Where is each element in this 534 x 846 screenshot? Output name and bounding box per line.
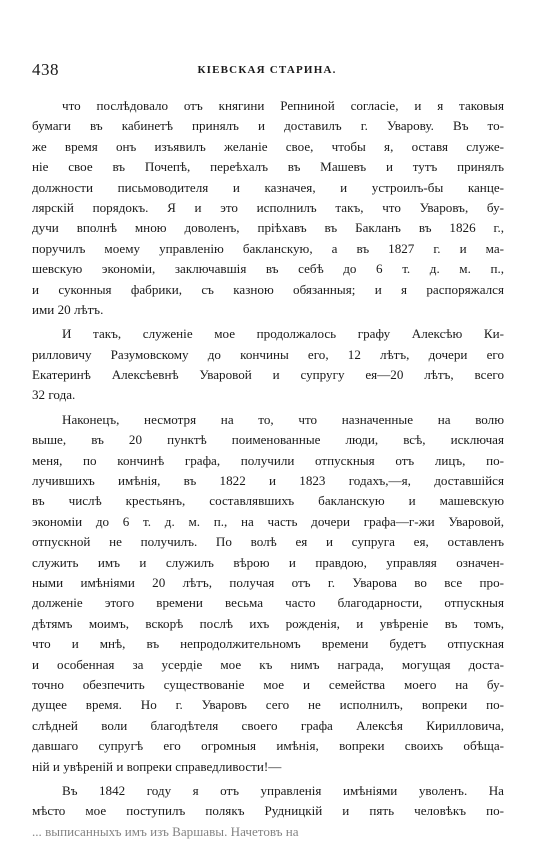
text-line: 32 года. [32,387,76,403]
text-line: меня, по кончинѣ графа, получили отпускныя отъ лицъ, по- [32,452,504,468]
text-line: что и мнѣ, въ непродолжительномъ времени будетъ отпускная [32,636,504,652]
text-line: въ числѣ крестьянъ, составлявшихъ бакланскую и машевскую [32,493,504,509]
text-line: ... выписанныхъ имъ изъ Варшавы. Начетовъ на [32,823,299,839]
text-line: дущее время. Но г. Уваровъ сего не исполнилъ, вопреки по- [32,697,504,713]
text-line: шевскую экономіи, заключавшія въ себѣ до 6 т. д. м. п., [32,261,504,277]
text-line: точно обезпечить существованіе мое и семейства моего на бу- [32,676,504,692]
text-line: бумаги въ кабинетѣ принялъ и доставилъ г. Уварову. Въ то- [32,118,504,134]
paragraph [32,324,504,406]
text-line: поручилъ моему управленію бакланскую, а въ 1827 г. и ма- [32,240,504,256]
text-line: и особенная за усердіе мое къ нимъ награда, могущая доста- [32,656,504,672]
text-line: что послѣдовало отъ княгини Репниной согласіе, и я таковыя [62,98,504,113]
paragraph [32,96,504,320]
paragraph [32,781,504,842]
text-line: же время онъ изъявилъ желаніе свое, чтобы я, оставя служе- [32,138,504,154]
text-line: ными имѣніями 20 лѣтъ, получая отъ г. Уварова во все про- [32,574,504,590]
text-line: И такъ, служеніе мое продолжалось графу Алексѣю Ки- [62,326,504,342]
text-line: Въ 1842 году я отъ управленія имѣніями уволенъ. На [62,782,504,798]
page-header [0,0,534,90]
text-line: рилловичу Разумовскому до кончины его, 12 лѣтъ, дочери его [32,346,504,362]
paragraph [32,410,504,777]
text-line: выше, въ 20 пунктѣ поименованные люди, всѣ, исключая [32,432,504,448]
text-line: лучившихъ имѣнія, въ 1822 и 1823 годахъ,—я, доставшійся [32,473,504,489]
text-line: и суконныя фабрики, съ казною обязанныя; и я распоряжался [32,281,504,297]
text-line: лярскій порядокъ. Я и это исполнилъ такъ, что Уваровъ, бу- [32,199,504,215]
text-line: экономіи до 6 т. д. м. п., на часть дочери графа—г-жи Уваровой, [32,513,504,529]
text-line: долженіе этого времени весьма часто благодарности, отпускныя [32,595,504,611]
text-line: дучи вполнѣ мною доволенъ, пріѣхавъ въ Бакланъ въ 1826 г., [32,220,504,236]
text-line: служить имъ и служилъ вѣрою и правдою, управляя означен- [32,554,504,570]
running-title: КІЕВСКАЯ СТАРИНА. [197,64,337,76]
page-number: 438 [32,60,59,79]
text-line: должности письмоводителя и казначея, и устроилъ-бы канце- [32,179,504,195]
text-line: ній и увѣреній и вопреки справедливости!— [32,758,282,774]
text-line: давшаго супругѣ его огромныя имѣнія, вопреки своихъ обѣща- [32,738,504,754]
text-line: Екатеринѣ Алексѣевнѣ Уваровой и супругу ея—20 лѣтъ, всего [32,367,504,383]
text-line: ими 20 лѣтъ. [32,301,104,317]
body-text [32,96,504,846]
text-line: слѣдней воли благодѣтеля своего графа Алексѣя Кирилловича, [32,717,504,733]
text-line: отпускной не получилъ. По волѣ ея и супруга ея, оставленъ [32,534,504,550]
text-line: Наконецъ, несмотря на то, что назначенные на волю [62,411,504,427]
text-line: ніе свое въ Почепѣ, переѣхалъ въ Машевъ и тутъ принялъ [32,159,504,175]
text-line: мѣсто мое поступилъ полякъ Рудницкій и пять человѣкъ по- [32,803,504,819]
text-line: дѣтямъ моимъ, вскорѣ послѣ ихъ рожденія, и увѣреніе въ томъ, [32,615,504,631]
